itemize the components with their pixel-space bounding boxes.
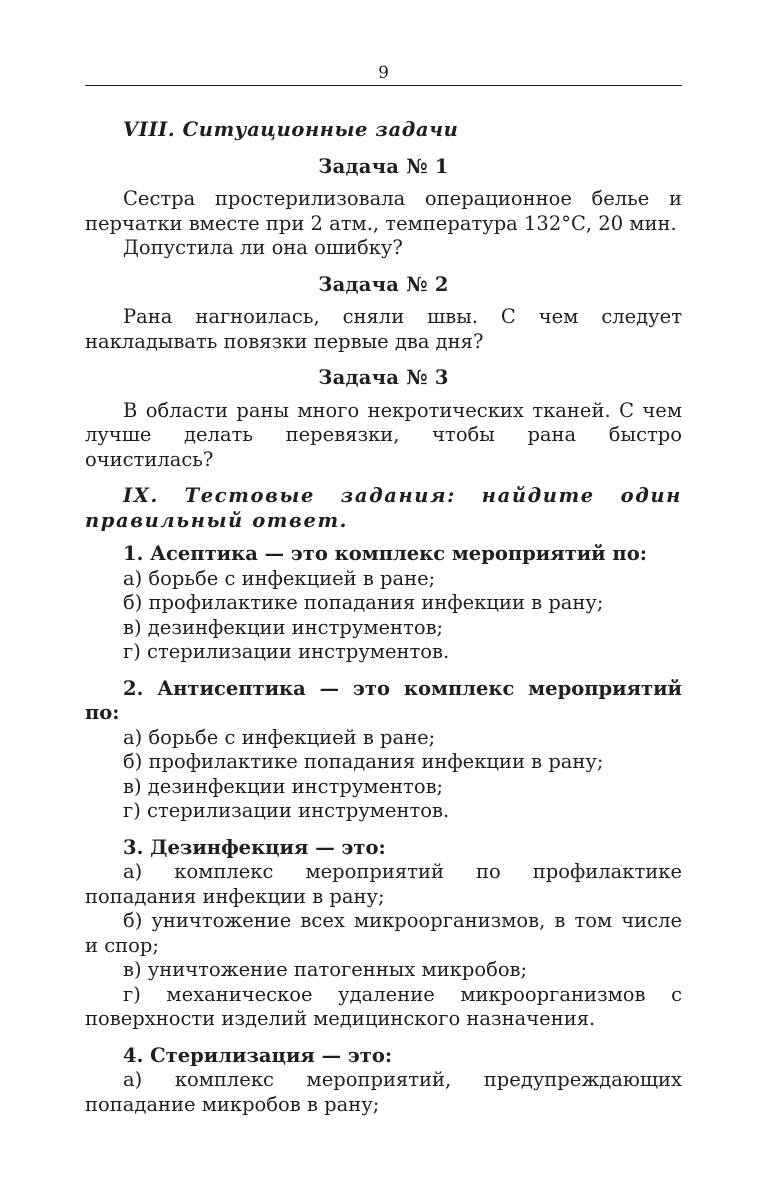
question-2-option: а) борьбе с инфекцией в ране; bbox=[123, 725, 436, 749]
question-1-option: в) дезинфекции инструментов; bbox=[123, 615, 444, 639]
question-3-option: б) уничтожение всех микроорганизмов, в том числе и спор; bbox=[85, 909, 682, 957]
question-3-option: г) механическое удаление микроорганизмов с поверхности изделий медицинского назначения. bbox=[85, 982, 682, 1030]
task-2-title: Задача № 2 bbox=[318, 272, 449, 296]
task-1-title: Задача № 1 bbox=[318, 154, 449, 178]
task-2-paragraph: Рана нагноилась, сняли швы. С чем следует накладывать повязки первые два дня? bbox=[85, 305, 682, 353]
question-4-option: а) комплекс мероприятий, предупреждающих попадание микробов в рану; bbox=[85, 1068, 682, 1116]
task-3-paragraph: В области раны много некротических тканей. С чем лучше делать перевязки, чтобы рана быстро очистилась? bbox=[85, 398, 682, 471]
question-4: 4. Стерилизация — это: bbox=[123, 1043, 393, 1067]
task-1-paragraph: Сестра простерилизовала операционное белье и перчатки вместе при 2 атм., температура 132°С, 20 мин. bbox=[85, 187, 682, 235]
question-1-option: а) борьбе с инфекцией в ране; bbox=[123, 566, 436, 590]
header-rule bbox=[85, 85, 682, 86]
question-2-option: г) стерилизации инструментов. bbox=[123, 799, 450, 822]
question-2: 2. Антисептика — это комплекс мероприятий по: bbox=[85, 676, 682, 724]
question-2-option: б) профилактике попадания инфекции в рану; bbox=[123, 750, 604, 773]
question-3-option: а) комплекс мероприятий по профилактике попадания инфекции в рану; bbox=[85, 860, 682, 908]
question-1: 1. Асептика — это комплекс мероприятий по: bbox=[123, 542, 647, 565]
task-1-paragraph: Допустила ли она ошибку? bbox=[123, 236, 403, 259]
section-viii-title: VIII. Ситуационные задачи bbox=[123, 118, 459, 141]
section-ix-title: IX. Тестовые задания: найдите один правильный ответ. bbox=[85, 484, 682, 532]
task-3-title: Задача № 3 bbox=[318, 366, 449, 389]
question-1-option: б) профилактике попадания инфекции в рану; bbox=[123, 591, 604, 614]
question-1-option: г) стерилизации инструментов. bbox=[123, 640, 450, 663]
question-3: 3. Дезинфекция — это: bbox=[123, 835, 386, 859]
question-2-option: в) дезинфекции инструментов; bbox=[123, 774, 444, 798]
page-number: 9 bbox=[378, 63, 389, 83]
page-content bbox=[85, 118, 682, 1117]
question-3-option: в) уничтожение патогенных микробов; bbox=[123, 958, 528, 981]
